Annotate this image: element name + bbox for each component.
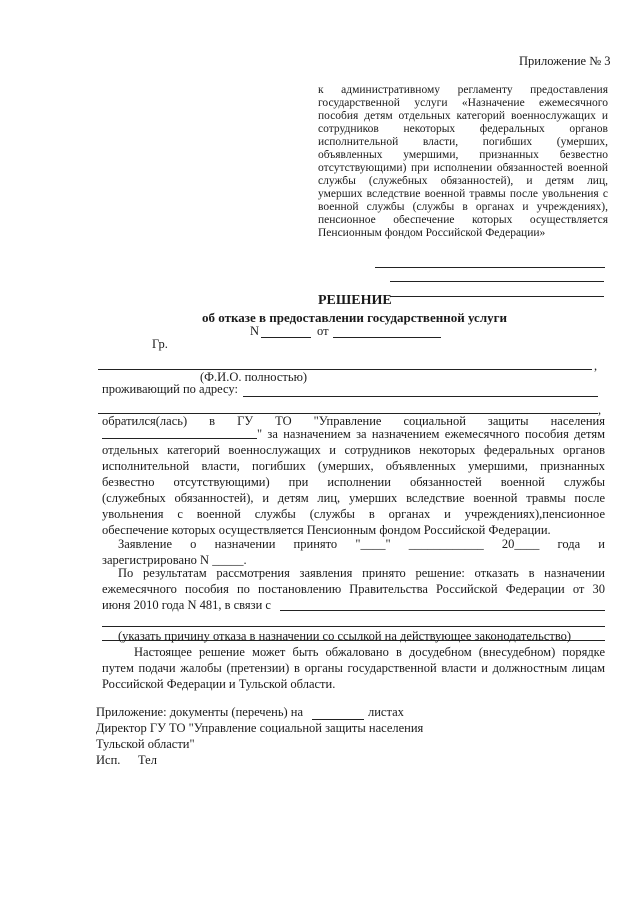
registration-line: зарегистрировано N _____.	[102, 553, 247, 567]
executor-label: Исп.	[96, 753, 121, 767]
regulation-line: исполнительной власти, погибших (умерших,	[318, 137, 608, 148]
regulation-line: службы (служебных обязанностей), и детям лиц,	[318, 176, 608, 187]
regulation-line: государственной услуги «Назначение ежемесячного	[318, 98, 608, 109]
fio-caption: (Ф.И.О. полностью)	[200, 370, 308, 384]
appendix-label: Приложение № 3	[519, 54, 611, 68]
address-blank-line-2	[98, 413, 598, 414]
regulation-line: к административному регламенту предоставления	[318, 85, 608, 96]
regulation-line: отсутствующими) при исполнении обязанностей военной	[318, 163, 608, 174]
comma: ,	[598, 403, 602, 417]
document-title: РЕШЕНИЕ	[318, 293, 392, 308]
regulation-line: военной службы (службы в органах и учреждениях),	[318, 202, 608, 213]
regulation-line: сотрудников некоторых федеральных органов	[318, 124, 608, 135]
assignment-line: " за назначением за назначением ежемесячного пособия детям	[257, 428, 605, 441]
citizen-label: Гр.	[152, 337, 168, 351]
number-label: N	[250, 324, 260, 338]
result-line: июня 2010 года N 481, в связи с	[102, 598, 271, 612]
regulation-line: умерших вследствие военной травмы после увольнения с	[318, 189, 608, 200]
body-line: исполнительной власти, погибших (умерших, объявленных умершими, признанных	[102, 460, 605, 473]
director-line: Тульской области"	[96, 737, 195, 751]
regulation-line: Пенсионным фондом Российской Федерации»	[318, 227, 546, 239]
address-blank-line	[243, 396, 598, 397]
reason-blank-line-2	[102, 626, 605, 627]
director-line: Директор ГУ ТО "Управление социальной защиты населения	[96, 721, 424, 735]
attachments-label: Приложение: документы (перечень) на	[96, 705, 304, 719]
appeal-line: путем подачи жалобы (претензии) в органы государственной власти и должностным лицам	[102, 662, 605, 675]
attachments-suffix: листах	[368, 705, 404, 719]
result-line: По результатам рассмотрения заявления принято решение: отказать в назначении	[118, 567, 605, 580]
number-blank	[261, 337, 311, 338]
statement-line: Заявление о назначении принято "____" ____________ 20____ года и	[118, 538, 605, 551]
addressee-blank-line	[375, 267, 605, 268]
body-line: увольнения с военной службы (службы в органах и учреждениях),пенсионное	[102, 508, 605, 521]
body-line: (служебных обязанностей), и детям лиц, умерших вследствие военной травмы после	[102, 492, 605, 505]
result-line: ежемесячного пособия по постановлению Правительства Российской Федерации от 30	[102, 583, 605, 596]
date-blank	[333, 337, 441, 338]
appeal-line: Российской Федерации и Тульской области.	[102, 677, 336, 691]
appeal-line: Настоящее решение может быть обжаловано в досудебном (внесудебном) порядке	[134, 646, 605, 659]
reason-blank-line	[280, 610, 605, 611]
office-blank-line	[102, 438, 257, 439]
regulation-line: пособия детям отдельных категорий военнослужащих и	[318, 111, 608, 122]
addressee-blank-line	[390, 281, 604, 282]
reason-caption: (указать причину отказа в назначении со ссылкой на действующее законодательство)	[118, 629, 572, 643]
phone-label: Тел	[138, 753, 157, 767]
address-label: проживающий по адресу:	[102, 382, 238, 396]
comma: ,	[594, 359, 598, 373]
body-line: отдельных категорий военнослужащих и сотрудников некоторых федеральных органов	[102, 444, 605, 457]
attachments-blank	[312, 719, 364, 720]
body-line: безвестно отсутствующими) при исполнении обязанностей военной службы	[102, 476, 605, 489]
addressee-blank-line	[390, 296, 604, 297]
document-subtitle: об отказе в предоставлении государственной услуги	[202, 310, 508, 325]
regulation-line: пенсионное обеспечение которых осуществляется	[318, 215, 608, 226]
body-line: обеспечение которых осуществляется Пенсионным фондом Российской Федерации.	[102, 523, 551, 537]
regulation-line: объявленных умершими, признанных безвестно	[318, 150, 608, 161]
date-label: от	[317, 324, 329, 338]
applied-line: обратился(лась) в ГУ ТО "Управление социальной защиты населения	[102, 415, 605, 428]
fio-blank-line	[98, 369, 592, 370]
